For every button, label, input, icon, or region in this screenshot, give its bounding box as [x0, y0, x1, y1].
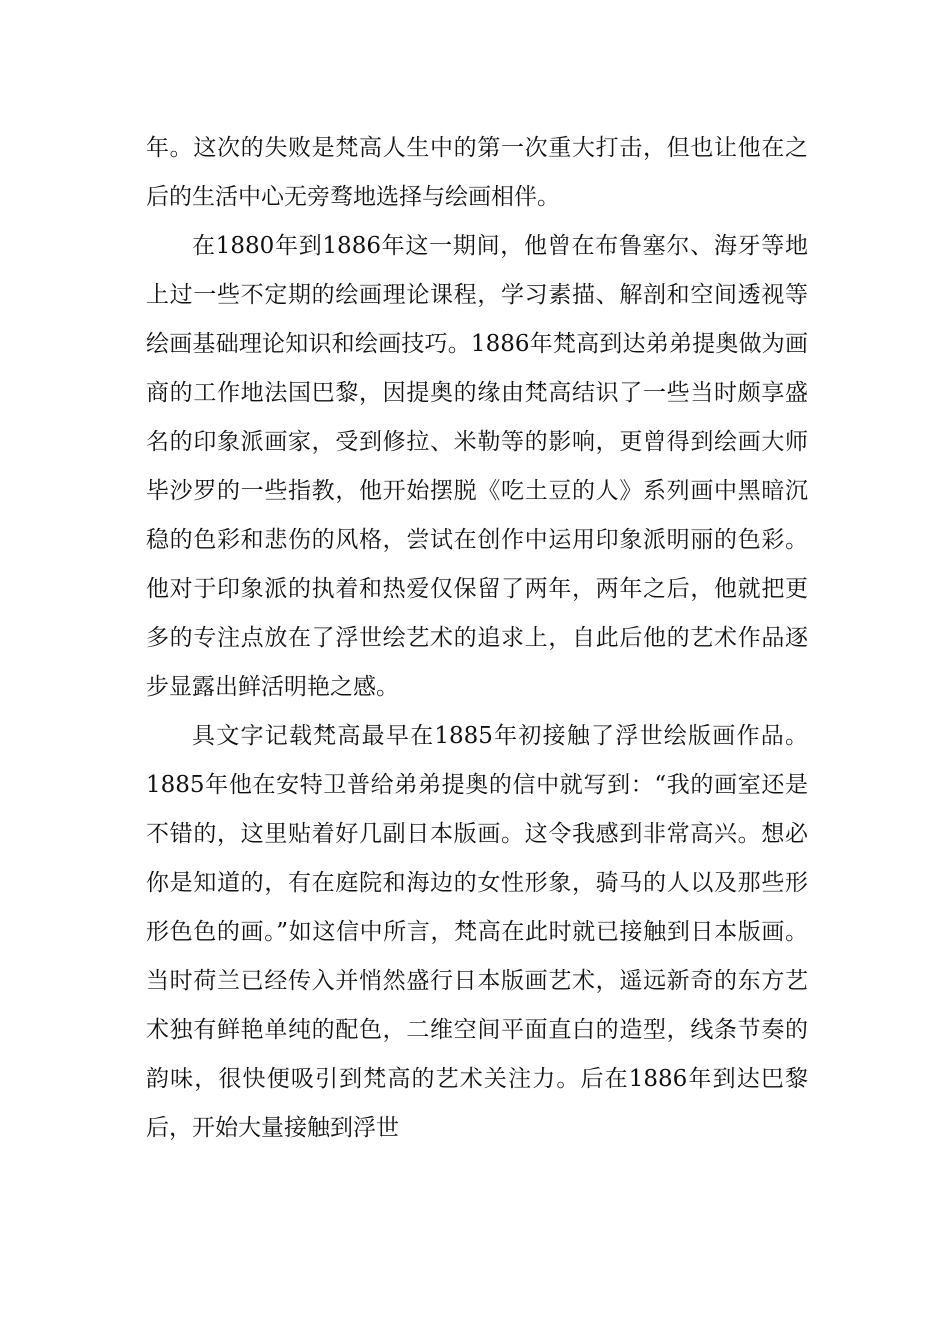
- paragraph-continuation: 年。这次的失败是梵高人生中的第一次重大打击，但也让他在之后的生活中心无旁骛地选择与绘画相伴。: [146, 135, 808, 210]
- body-text: [146, 124, 808, 1153]
- paragraph-study-years: 在1880年到1886年这一期间，他曾在布鲁塞尔、海牙等地上过一些不定期的绘画理论课程，学习素描、解剖和空间透视等绘画基础理论知识和绘画技巧。1886年梵高到达弟弟提奥做为画商的工作地法国巴黎，因提奥的缘由梵高结识了一些当时颇享盛名的印象派画家，受到修拉、米勒等的影响，更曾得到绘画大师毕沙罗的一些指教，他开始摆脱《吃土豆的人》系列画中黑暗沉稳的色彩和悲伤的风格，尝试在创作中运用印象派明丽的色彩。他对于印象派的执着和热爱仅保留了两年，两年之后，他就把更多的专注点放在了浮世绘艺术的追求上，自此后他的艺术作品逐步显露出鲜活明艳之感。: [146, 233, 808, 700]
- paragraph-ukiyoe-contact: 具文字记载梵高最早在1885年初接触了浮世绘版画作品。1885年他在安特卫普给弟弟提奥的信中就写到：“我的画室还是不错的，这里贴着好几副日本版画。这令我感到非常高兴。想必你是知道的，有在庭院和海边的女性形象，骑马的人以及那些形形色色的画。”如这信中所言，梵高在此时就已接触到日本版画。当时荷兰已经传入并悄然盛行日本版画艺术，遥远新奇的东方艺术独有鲜艳单纯的配色，二维空间平面直白的造型，线条节奏的韵味，很快便吸引到梵高的艺术关注力。后在1886年到达巴黎后，开始大量接触到浮世: [146, 723, 808, 1141]
